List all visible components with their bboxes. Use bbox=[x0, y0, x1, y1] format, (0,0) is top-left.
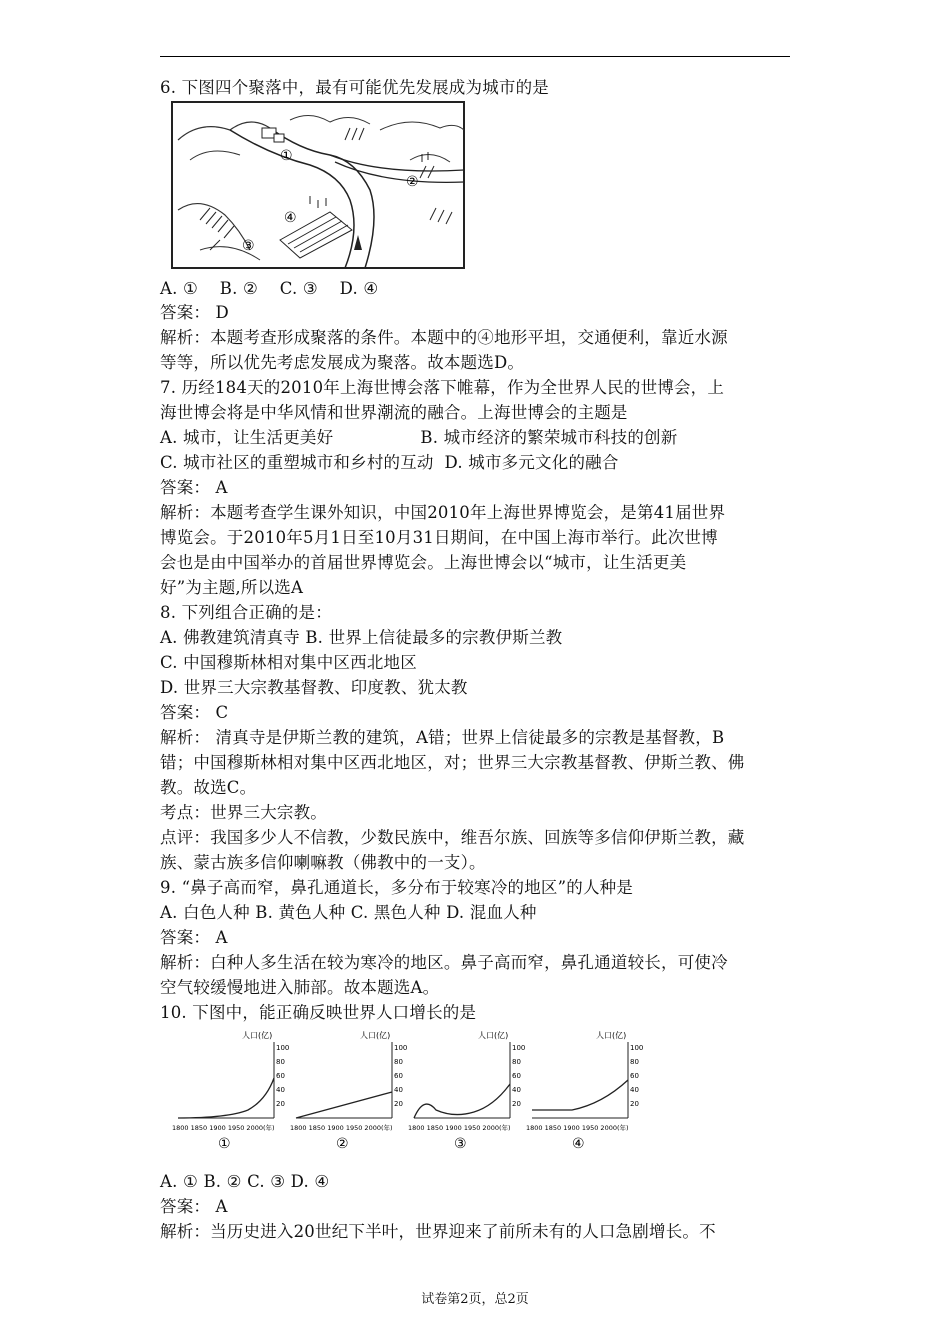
y-tick-label: 60 bbox=[276, 1072, 285, 1080]
y-tick-label: 40 bbox=[512, 1086, 521, 1094]
population-chart-3 bbox=[408, 1030, 525, 1152]
q9-stem: 9. “鼻子高而窄，鼻孔通道长，多分布于较寒冷的地区”的人种是 bbox=[160, 878, 634, 897]
y-tick-label: 20 bbox=[512, 1100, 521, 1108]
q7-options-cd: C. 城市社区的重塑城市和乡村的互动 D. 城市多元文化的融合 bbox=[160, 453, 619, 472]
map-label-3: ③ bbox=[242, 238, 255, 254]
q10-answer: 答案： A bbox=[160, 1197, 228, 1216]
q8-analysis-2: 错；中国穆斯林相对集中区西北地区，对；世界三大宗教基督教、伊斯兰教、佛 bbox=[160, 753, 745, 772]
x-tick-labels: 1800 1850 1900 1950 2000(年) bbox=[290, 1124, 393, 1132]
q6-options: A. ① B. ② C. ③ D. ④ bbox=[160, 279, 379, 298]
chart-id-label: ① bbox=[218, 1136, 231, 1152]
population-curve bbox=[414, 1084, 510, 1118]
y-tick-label: 20 bbox=[630, 1100, 639, 1108]
y-tick-label: 80 bbox=[394, 1058, 403, 1066]
q8-answer: 答案： C bbox=[160, 703, 229, 722]
q7-options-ab: A. 城市，让生活更美好 B. 城市经济的繁荣城市科技的创新 bbox=[160, 428, 678, 447]
y-tick-label: 80 bbox=[512, 1058, 521, 1066]
y-tick-label: 100 bbox=[276, 1044, 290, 1052]
q8-comment-1: 点评：我国多少人不信教，少数民族中，维吾尔族、回族等多信仰伊斯兰教，藏 bbox=[160, 828, 745, 847]
q8-option-d: D. 世界三大宗教基督教、印度教、犹太教 bbox=[160, 678, 468, 697]
header-rule bbox=[160, 56, 790, 57]
y-axis-title: 人口(亿) bbox=[360, 1031, 391, 1040]
q9-options: A. 白色人种 B. 黄色人种 C. 黑色人种 D. 混血人种 bbox=[160, 903, 537, 922]
y-tick-label: 40 bbox=[394, 1086, 403, 1094]
chart-id-label: ③ bbox=[454, 1136, 467, 1152]
y-axis-title: 人口(亿) bbox=[478, 1031, 509, 1040]
population-chart-1 bbox=[172, 1030, 289, 1152]
page-footer: 试卷第2页，总2页 bbox=[421, 1292, 529, 1307]
q7-analysis-1: 解析：本题考查学生课外知识，中国2010年上海世界博览会，是第41届世界 bbox=[160, 503, 726, 522]
x-tick-labels: 1800 1850 1900 1950 2000(年) bbox=[408, 1124, 511, 1132]
q8-analysis-1: 解析： 清真寺是伊斯兰教的建筑，A错；世界上信徒最多的宗教是基督教，B bbox=[160, 728, 725, 747]
y-tick-label: 100 bbox=[512, 1044, 526, 1052]
q9-answer: 答案： A bbox=[160, 928, 228, 947]
q6-stem: 6. 下图四个聚落中，最有可能优先发展成为城市的是 bbox=[160, 78, 549, 97]
settlement-map-figure bbox=[170, 100, 466, 272]
population-charts-figure bbox=[170, 1030, 650, 1154]
x-tick-labels: 1800 1850 1900 1950 2000(年) bbox=[172, 1124, 275, 1132]
y-tick-label: 80 bbox=[276, 1058, 285, 1066]
q7-analysis-3: 会也是由中国举办的首届世界博览会。上海世博会以“城市，让生活更美 bbox=[160, 553, 687, 572]
q7-analysis-2: 博览会。于2010年5月1日至10月31日期间，在中国上海市举行。此次世博 bbox=[160, 528, 718, 547]
q8-option-ab: A. 佛教建筑清真寺 B. 世界上信徒最多的宗教伊斯兰教 bbox=[160, 628, 563, 647]
map-label-4: ④ bbox=[284, 210, 297, 226]
q6-answer: 答案： D bbox=[160, 303, 229, 322]
y-tick-label: 100 bbox=[630, 1044, 644, 1052]
y-tick-label: 60 bbox=[512, 1072, 521, 1080]
q7-analysis-4: 好”为主题,所以选A bbox=[160, 578, 304, 597]
y-tick-label: 20 bbox=[276, 1100, 285, 1108]
y-tick-label: 100 bbox=[394, 1044, 408, 1052]
q10-options: A. ① B. ② C. ③ D. ④ bbox=[160, 1172, 330, 1191]
q9-analysis-2: 空气较缓慢地进入肺部。故本题选A。 bbox=[160, 978, 440, 997]
q6-analysis-2: 等等，所以优先考虑发展成为聚落。故本题选D。 bbox=[160, 353, 525, 372]
q6-analysis-1: 解析：本题考查形成聚落的条件。本题中的④地形平坦，交通便利，靠近水源 bbox=[160, 328, 728, 347]
q7-stem-1: 7. 历经184天的2010年上海世博会落下帷幕，作为全世界人民的世博会，上 bbox=[160, 378, 725, 397]
q9-analysis-1: 解析：白种人多生活在较为寒冷的地区。鼻子高而窄，鼻孔通道较长，可使冷 bbox=[160, 953, 728, 972]
y-tick-label: 20 bbox=[394, 1100, 403, 1108]
y-axis-title: 人口(亿) bbox=[242, 1031, 273, 1040]
y-tick-label: 80 bbox=[630, 1058, 639, 1066]
y-axis-title: 人口(亿) bbox=[596, 1031, 627, 1040]
q8-option-c: C. 中国穆斯林相对集中区西北地区 bbox=[160, 653, 417, 672]
population-curve bbox=[296, 1092, 392, 1118]
q7-stem-2: 海世博会将是中华风情和世界潮流的融合。上海世博会的主题是 bbox=[160, 403, 628, 422]
chart-id-label: ② bbox=[336, 1136, 349, 1152]
chart-id-label: ④ bbox=[572, 1136, 585, 1152]
y-tick-label: 40 bbox=[630, 1086, 639, 1094]
y-tick-label: 60 bbox=[394, 1072, 403, 1080]
population-chart-2 bbox=[290, 1030, 407, 1152]
q8-stem: 8. 下列组合正确的是： bbox=[160, 603, 332, 622]
q8-kaodian: 考点：世界三大宗教。 bbox=[160, 803, 327, 822]
y-tick-label: 60 bbox=[630, 1072, 639, 1080]
q8-analysis-3: 教。故选C。 bbox=[160, 778, 257, 797]
population-curve bbox=[178, 1078, 274, 1118]
map-label-2: ② bbox=[406, 174, 419, 190]
map-label-1: ① bbox=[280, 148, 293, 164]
population-chart-4 bbox=[526, 1030, 643, 1152]
q8-comment-2: 族、蒙古族多信仰喇嘛教（佛教中的一支）。 bbox=[160, 853, 486, 872]
q7-answer: 答案： A bbox=[160, 478, 228, 497]
q10-analysis-1: 解析：当历史进入20世纪下半叶，世界迎来了前所未有的人口急剧增长。不 bbox=[160, 1222, 716, 1241]
x-tick-labels: 1800 1850 1900 1950 2000(年) bbox=[526, 1124, 629, 1132]
y-tick-label: 40 bbox=[276, 1086, 285, 1094]
q10-stem: 10. 下图中，能正确反映世界人口增长的是 bbox=[160, 1003, 477, 1022]
population-curve bbox=[532, 1080, 628, 1110]
